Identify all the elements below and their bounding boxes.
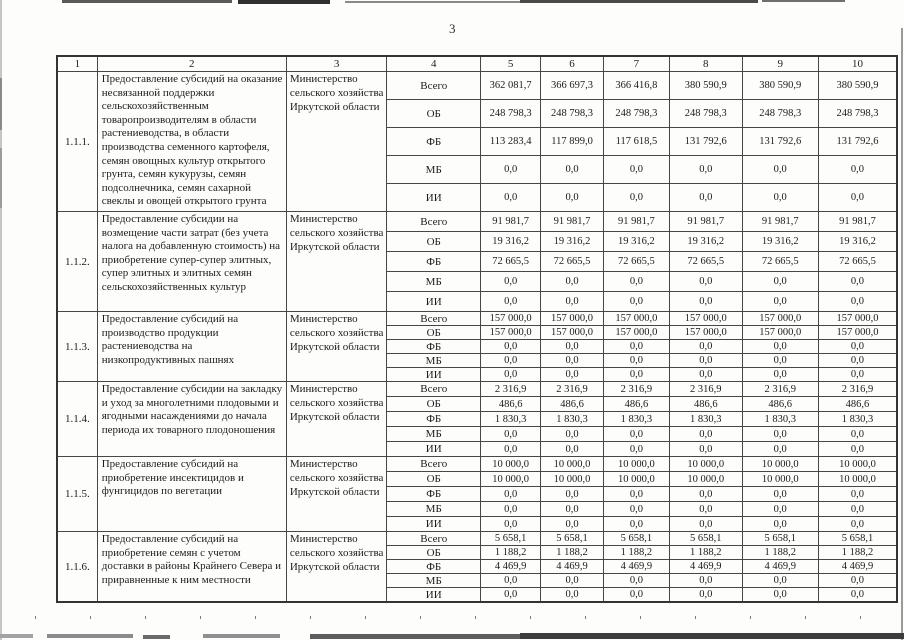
value-cell: 72 665,5 (818, 252, 897, 272)
value-cell: 0,0 (541, 502, 603, 517)
value-cell: 0,0 (818, 354, 897, 368)
table-row (57, 212, 897, 232)
row-name: Предоставление субсидий на приобретение семян с учетом доставки в районы Крайнего Севера и приравненные к ним местности (97, 532, 286, 603)
column-header: 4 (387, 56, 481, 72)
funding-source-label: Всего (387, 382, 481, 397)
value-cell: 0,0 (742, 517, 818, 532)
table-row (57, 532, 897, 546)
funding-source-label: Всего (387, 212, 481, 232)
value-cell: 19 316,2 (670, 232, 742, 252)
value-cell: 486,6 (541, 397, 603, 412)
value-cell: 0,0 (670, 487, 742, 502)
value-cell: 5 658,1 (541, 532, 603, 546)
scan-artifact-bottom (203, 634, 280, 638)
value-cell: 157 000,0 (603, 312, 669, 326)
value-cell: 1 830,3 (481, 412, 541, 427)
row-code: 1.1.2. (57, 212, 97, 312)
value-cell: 0,0 (742, 368, 818, 382)
value-cell: 248 798,3 (481, 100, 541, 128)
funding-source-label: ОБ (387, 472, 481, 487)
value-cell: 0,0 (818, 340, 897, 354)
value-cell: 0,0 (670, 427, 742, 442)
value-cell: 0,0 (603, 574, 669, 588)
value-cell: 117 899,0 (541, 128, 603, 156)
value-cell: 10 000,0 (670, 457, 742, 472)
funding-source-label: ОБ (387, 546, 481, 560)
column-header: 6 (541, 56, 603, 72)
scan-artifact-left-edge (0, 0, 2, 640)
value-cell: 10 000,0 (541, 457, 603, 472)
value-cell: 91 981,7 (541, 212, 603, 232)
funding-source-label: МБ (387, 354, 481, 368)
value-cell: 91 981,7 (742, 212, 818, 232)
value-cell: 0,0 (670, 574, 742, 588)
column-header: 10 (818, 56, 897, 72)
value-cell: 0,0 (818, 442, 897, 457)
funding-source-label: МБ (387, 574, 481, 588)
value-cell: 4 469,9 (481, 560, 541, 574)
row-executor: Министерство сельского хозяйства Иркутской области (286, 457, 387, 532)
value-cell: 486,6 (481, 397, 541, 412)
value-cell: 366 416,8 (603, 72, 669, 100)
funding-source-label: ОБ (387, 232, 481, 252)
value-cell: 72 665,5 (670, 252, 742, 272)
value-cell: 157 000,0 (670, 326, 742, 340)
value-cell: 2 316,9 (603, 382, 669, 397)
scan-artifact-tick (640, 616, 641, 619)
value-cell: 0,0 (818, 427, 897, 442)
value-cell: 0,0 (541, 272, 603, 292)
row-name: Предоставление субсидий на приобретение инсектицидов и фунгицидов по вегетации (97, 457, 286, 532)
value-cell: 131 792,6 (818, 128, 897, 156)
scan-artifact-bottom (0, 634, 33, 638)
scan-artifact-tick (585, 616, 586, 619)
column-header: 2 (97, 56, 286, 72)
value-cell: 0,0 (481, 487, 541, 502)
value-cell: 0,0 (742, 184, 818, 212)
row-name: Предоставление субсидии на закладку и уход за многолетними плодовыми и ягодными насаждениями до начала периода их товарного плодоношения (97, 382, 286, 457)
table-body (57, 72, 897, 603)
value-cell: 0,0 (603, 184, 669, 212)
funding-source-label: ИИ (387, 442, 481, 457)
value-cell: 10 000,0 (481, 457, 541, 472)
value-cell: 72 665,5 (603, 252, 669, 272)
value-cell: 1 830,3 (541, 412, 603, 427)
value-cell: 10 000,0 (742, 457, 818, 472)
value-cell: 157 000,0 (670, 312, 742, 326)
value-cell: 0,0 (541, 517, 603, 532)
value-cell: 0,0 (742, 354, 818, 368)
scan-artifact-top (238, 0, 330, 4)
value-cell: 0,0 (670, 292, 742, 312)
value-cell: 157 000,0 (742, 312, 818, 326)
funding-source-label: ИИ (387, 184, 481, 212)
value-cell: 0,0 (541, 156, 603, 184)
value-cell: 4 469,9 (670, 560, 742, 574)
value-cell: 0,0 (541, 340, 603, 354)
value-cell: 0,0 (818, 588, 897, 603)
scan-artifact-tick (310, 616, 311, 619)
value-cell: 0,0 (742, 427, 818, 442)
value-cell: 0,0 (481, 184, 541, 212)
value-cell: 0,0 (742, 588, 818, 603)
value-cell: 10 000,0 (481, 472, 541, 487)
value-cell: 248 798,3 (742, 100, 818, 128)
column-header: 3 (286, 56, 387, 72)
value-cell: 1 188,2 (670, 546, 742, 560)
value-cell: 248 798,3 (603, 100, 669, 128)
scan-artifact-bottom (310, 634, 520, 639)
value-cell: 131 792,6 (670, 128, 742, 156)
funding-source-label: МБ (387, 272, 481, 292)
funding-source-label: ФБ (387, 487, 481, 502)
value-cell: 4 469,9 (742, 560, 818, 574)
row-executor: Министерство сельского хозяйства Иркутской области (286, 72, 387, 212)
value-cell: 0,0 (541, 487, 603, 502)
value-cell: 0,0 (541, 292, 603, 312)
scan-artifact-top (62, 0, 232, 3)
value-cell: 0,0 (541, 184, 603, 212)
funding-source-label: ИИ (387, 517, 481, 532)
page-number: 3 (449, 21, 456, 36)
row-code: 1.1.4. (57, 382, 97, 457)
value-cell: 0,0 (603, 588, 669, 603)
value-cell: 0,0 (481, 517, 541, 532)
value-cell: 366 697,3 (541, 72, 603, 100)
funding-source-label: ОБ (387, 326, 481, 340)
funding-source-label: Всего (387, 532, 481, 546)
row-name: Предоставление субсидий на оказание несвязанной поддержки сельскохозяйственным товаропроизводителям в области растениеводства, в области производства семенного картофеля, семян овощных культур открытого грунта, семян кукурузы, семян подсолнечника, семян сахарной свеклы и овощей открытого грунта (97, 72, 286, 212)
scan-artifact-tick (750, 616, 751, 619)
value-cell: 4 469,9 (818, 560, 897, 574)
scan-artifact-tick (530, 616, 531, 619)
value-cell: 157 000,0 (541, 326, 603, 340)
value-cell: 1 830,3 (670, 412, 742, 427)
scan-artifact-tick (475, 616, 476, 619)
column-header: 1 (57, 56, 97, 72)
funding-source-label: ФБ (387, 412, 481, 427)
value-cell: 91 981,7 (670, 212, 742, 232)
value-cell: 0,0 (670, 502, 742, 517)
value-cell: 0,0 (742, 487, 818, 502)
value-cell: 0,0 (742, 272, 818, 292)
table-row (57, 72, 897, 100)
value-cell: 0,0 (603, 487, 669, 502)
table-row (57, 312, 897, 326)
value-cell: 5 658,1 (818, 532, 897, 546)
value-cell: 0,0 (603, 156, 669, 184)
scan-artifact-left-edge (0, 148, 2, 208)
table-row (57, 457, 897, 472)
value-cell: 0,0 (670, 340, 742, 354)
row-executor: Министерство сельского хозяйства Иркутской области (286, 212, 387, 312)
scan-artifact-tick (35, 616, 36, 619)
scan-artifact-bottom (143, 635, 170, 639)
value-cell: 2 316,9 (670, 382, 742, 397)
value-cell: 0,0 (818, 502, 897, 517)
value-cell: 0,0 (818, 368, 897, 382)
value-cell: 0,0 (670, 368, 742, 382)
row-code: 1.1.3. (57, 312, 97, 382)
value-cell: 91 981,7 (481, 212, 541, 232)
value-cell: 10 000,0 (670, 472, 742, 487)
column-header: 7 (603, 56, 669, 72)
value-cell: 5 658,1 (742, 532, 818, 546)
value-cell: 0,0 (670, 272, 742, 292)
table-row (57, 382, 897, 397)
value-cell: 380 590,9 (818, 72, 897, 100)
value-cell: 19 316,2 (818, 232, 897, 252)
value-cell: 248 798,3 (541, 100, 603, 128)
value-cell: 0,0 (670, 517, 742, 532)
financing-table (56, 55, 898, 603)
value-cell: 0,0 (818, 517, 897, 532)
value-cell: 0,0 (603, 502, 669, 517)
funding-source-label: Всего (387, 457, 481, 472)
value-cell: 0,0 (818, 574, 897, 588)
value-cell: 5 658,1 (670, 532, 742, 546)
funding-source-label: Всего (387, 72, 481, 100)
scan-artifact-tick (255, 616, 256, 619)
value-cell: 0,0 (603, 272, 669, 292)
value-cell: 0,0 (670, 156, 742, 184)
funding-source-label: ОБ (387, 100, 481, 128)
value-cell: 0,0 (541, 574, 603, 588)
value-cell: 91 981,7 (603, 212, 669, 232)
funding-source-label: ОБ (387, 397, 481, 412)
value-cell: 72 665,5 (742, 252, 818, 272)
row-executor: Министерство сельского хозяйства Иркутской области (286, 382, 387, 457)
value-cell: 0,0 (481, 574, 541, 588)
value-cell: 19 316,2 (481, 232, 541, 252)
value-cell: 0,0 (670, 442, 742, 457)
scan-artifact-tick (365, 616, 366, 619)
value-cell: 19 316,2 (603, 232, 669, 252)
scan-artifact-tick (200, 616, 201, 619)
value-cell: 0,0 (481, 368, 541, 382)
row-code: 1.1.5. (57, 457, 97, 532)
value-cell: 0,0 (670, 354, 742, 368)
value-cell: 1 188,2 (541, 546, 603, 560)
row-name: Предоставление субсидий на производство продукции растениеводства на низкопродуктивных пашнях (97, 312, 286, 382)
value-cell: 0,0 (541, 427, 603, 442)
funding-source-label: ФБ (387, 128, 481, 156)
value-cell: 0,0 (742, 340, 818, 354)
value-cell: 4 469,9 (541, 560, 603, 574)
value-cell: 486,6 (818, 397, 897, 412)
value-cell: 362 081,7 (481, 72, 541, 100)
value-cell: 0,0 (481, 340, 541, 354)
value-cell: 5 658,1 (481, 532, 541, 546)
scan-artifact-tick (805, 616, 806, 619)
value-cell: 2 316,9 (742, 382, 818, 397)
value-cell: 0,0 (818, 184, 897, 212)
value-cell: 10 000,0 (541, 472, 603, 487)
value-cell: 0,0 (481, 502, 541, 517)
value-cell: 0,0 (742, 156, 818, 184)
funding-source-label: ИИ (387, 588, 481, 603)
value-cell: 248 798,3 (818, 100, 897, 128)
value-cell: 131 792,6 (742, 128, 818, 156)
value-cell: 0,0 (603, 442, 669, 457)
value-cell: 72 665,5 (541, 252, 603, 272)
value-cell: 10 000,0 (603, 472, 669, 487)
value-cell: 486,6 (742, 397, 818, 412)
scan-artifact-top (762, 0, 845, 2)
value-cell: 0,0 (742, 502, 818, 517)
value-cell: 0,0 (670, 184, 742, 212)
value-cell: 0,0 (603, 368, 669, 382)
value-cell: 10 000,0 (603, 457, 669, 472)
column-header: 9 (742, 56, 818, 72)
value-cell: 2 316,9 (818, 382, 897, 397)
value-cell: 0,0 (481, 442, 541, 457)
value-cell: 10 000,0 (818, 457, 897, 472)
row-executor: Министерство сельского хозяйства Иркутской области (286, 532, 387, 603)
value-cell: 0,0 (541, 442, 603, 457)
value-cell: 5 658,1 (603, 532, 669, 546)
funding-source-label: ИИ (387, 368, 481, 382)
funding-source-label: ФБ (387, 560, 481, 574)
value-cell: 1 830,3 (603, 412, 669, 427)
value-cell: 0,0 (541, 588, 603, 603)
value-cell: 157 000,0 (481, 312, 541, 326)
value-cell: 0,0 (481, 427, 541, 442)
scan-artifact-bottom (520, 633, 904, 639)
value-cell: 486,6 (603, 397, 669, 412)
value-cell: 0,0 (603, 340, 669, 354)
scan-artifact-tick (90, 616, 91, 619)
value-cell: 0,0 (603, 292, 669, 312)
value-cell: 0,0 (481, 354, 541, 368)
value-cell: 157 000,0 (541, 312, 603, 326)
column-header: 5 (481, 56, 541, 72)
scan-artifact-top (345, 1, 520, 3)
value-cell: 486,6 (670, 397, 742, 412)
value-cell: 0,0 (541, 354, 603, 368)
value-cell: 19 316,2 (541, 232, 603, 252)
value-cell: 10 000,0 (742, 472, 818, 487)
scan-artifact-tick (145, 616, 146, 619)
scan-artifact-tick (695, 616, 696, 619)
value-cell: 1 830,3 (818, 412, 897, 427)
row-code: 1.1.6. (57, 532, 97, 603)
value-cell: 113 283,4 (481, 128, 541, 156)
value-cell: 0,0 (603, 354, 669, 368)
value-cell: 0,0 (818, 156, 897, 184)
value-cell: 380 590,9 (742, 72, 818, 100)
row-code: 1.1.1. (57, 72, 97, 212)
scan-artifact-left-edge (0, 78, 2, 130)
funding-source-label: МБ (387, 427, 481, 442)
value-cell: 157 000,0 (481, 326, 541, 340)
value-cell: 157 000,0 (818, 312, 897, 326)
scan-artifact-right-edge (901, 28, 903, 640)
column-header: 8 (670, 56, 742, 72)
funding-source-label: МБ (387, 502, 481, 517)
funding-source-label: МБ (387, 156, 481, 184)
value-cell: 1 188,2 (603, 546, 669, 560)
value-cell: 0,0 (742, 292, 818, 312)
value-cell: 157 000,0 (603, 326, 669, 340)
value-cell: 2 316,9 (481, 382, 541, 397)
table-header-row (57, 56, 897, 72)
value-cell: 4 469,9 (603, 560, 669, 574)
value-cell: 157 000,0 (818, 326, 897, 340)
value-cell: 157 000,0 (742, 326, 818, 340)
value-cell: 1 188,2 (481, 546, 541, 560)
value-cell: 91 981,7 (818, 212, 897, 232)
value-cell: 0,0 (481, 588, 541, 603)
value-cell: 1 188,2 (818, 546, 897, 560)
value-cell: 0,0 (742, 442, 818, 457)
row-executor: Министерство сельского хозяйства Иркутской области (286, 312, 387, 382)
value-cell: 2 316,9 (541, 382, 603, 397)
funding-source-label: Всего (387, 312, 481, 326)
scan-artifact-top (520, 0, 758, 3)
value-cell: 1 830,3 (742, 412, 818, 427)
value-cell: 19 316,2 (742, 232, 818, 252)
value-cell: 0,0 (481, 292, 541, 312)
value-cell: 248 798,3 (670, 100, 742, 128)
scan-artifact-bottom (47, 634, 133, 638)
scan-artifact-tick (420, 616, 421, 619)
funding-source-label: ИИ (387, 292, 481, 312)
value-cell: 0,0 (603, 517, 669, 532)
value-cell: 0,0 (481, 272, 541, 292)
value-cell: 0,0 (818, 292, 897, 312)
value-cell: 0,0 (603, 427, 669, 442)
funding-source-label: ФБ (387, 340, 481, 354)
funding-source-label: ФБ (387, 252, 481, 272)
value-cell: 0,0 (742, 574, 818, 588)
value-cell: 380 590,9 (670, 72, 742, 100)
value-cell: 0,0 (818, 487, 897, 502)
scan-artifact-tick (860, 616, 861, 619)
value-cell: 0,0 (541, 368, 603, 382)
value-cell: 1 188,2 (742, 546, 818, 560)
value-cell: 72 665,5 (481, 252, 541, 272)
row-name: Предоставление субсидии на возмещение части затрат (без учета налога на добавленную стоимость) на приобретение супер-супер элитных, супер элитных и элитных семян сельскохозяйственных культур (97, 212, 286, 312)
value-cell: 117 618,5 (603, 128, 669, 156)
value-cell: 0,0 (481, 156, 541, 184)
value-cell: 10 000,0 (818, 472, 897, 487)
value-cell: 0,0 (818, 272, 897, 292)
value-cell: 0,0 (670, 588, 742, 603)
